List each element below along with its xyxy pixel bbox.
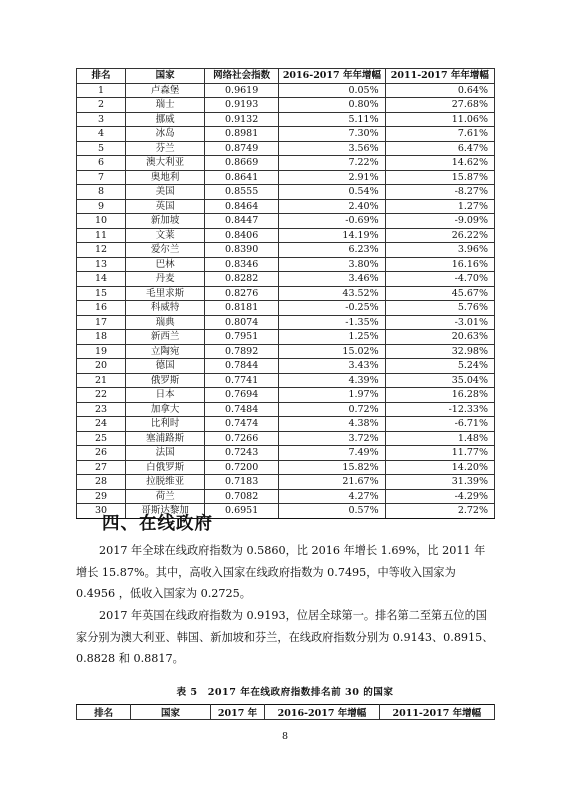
cell-index: 0.8346 xyxy=(205,257,279,272)
cell-rank: 24 xyxy=(77,417,126,432)
table-row xyxy=(77,446,495,461)
table-row xyxy=(77,373,495,388)
cell-index: 0.8669 xyxy=(205,156,279,171)
cell-rank: 26 xyxy=(77,446,126,461)
cell-growth-2016-2017: 43.52% xyxy=(279,286,386,301)
page-number: 8 xyxy=(281,731,289,742)
cell-growth-2011-2017: 5.76% xyxy=(385,301,494,316)
table-row xyxy=(77,460,495,475)
cell-country: 德国 xyxy=(126,359,205,374)
cell-rank: 12 xyxy=(77,243,126,258)
cell-rank: 4 xyxy=(77,127,126,142)
table-row xyxy=(77,199,495,214)
cell-growth-2011-2017: 45.67% xyxy=(385,286,494,301)
cell-growth-2011-2017: -3.01% xyxy=(385,315,494,330)
table-row xyxy=(77,344,495,359)
cell-country: 芬兰 xyxy=(126,141,205,156)
cell-growth-2016-2017: 15.02% xyxy=(279,344,386,359)
cell-country: 加拿大 xyxy=(126,402,205,417)
cell-rank: 27 xyxy=(77,460,126,475)
header-index: 网络社会指数 xyxy=(205,69,279,84)
cell-rank: 28 xyxy=(77,475,126,490)
cell-index: 0.8464 xyxy=(205,199,279,214)
cell-growth-2011-2017: 11.06% xyxy=(385,112,494,127)
cell-growth-2011-2017: 15.87% xyxy=(385,170,494,185)
cell-growth-2016-2017: 4.27% xyxy=(279,489,386,504)
table-header-row xyxy=(77,69,495,84)
cell-index: 0.7741 xyxy=(205,373,279,388)
cell-growth-2016-2017: 3.43% xyxy=(279,359,386,374)
cell-rank: 13 xyxy=(77,257,126,272)
cell-growth-2016-2017: 3.56% xyxy=(279,141,386,156)
table-row xyxy=(77,272,495,287)
cell-country: 卢森堡 xyxy=(126,83,205,98)
cell-country: 奥地利 xyxy=(126,170,205,185)
cell-index: 0.7200 xyxy=(205,460,279,475)
cell-index: 0.7082 xyxy=(205,489,279,504)
cell-growth-2016-2017: 6.23% xyxy=(279,243,386,258)
cell-rank: 23 xyxy=(77,402,126,417)
cell-country: 文莱 xyxy=(126,228,205,243)
table-row xyxy=(77,228,495,243)
table-caption: 表 5 2017 年在线政府指数排名前 30 的国家 xyxy=(176,687,394,698)
cell-growth-2011-2017: 3.96% xyxy=(385,243,494,258)
cell-growth-2011-2017: -4.70% xyxy=(385,272,494,287)
cell-growth-2011-2017: 32.98% xyxy=(385,344,494,359)
header-country: 国家 xyxy=(131,705,211,720)
table-row xyxy=(77,402,495,417)
cell-rank: 16 xyxy=(77,301,126,316)
cell-index: 0.8641 xyxy=(205,170,279,185)
paragraph-top-countries: 2017 年英国在线政府指数为 0.9193，位居全球第一。排名第二至第五位的国家分别为澳大利亚、韩国、新加坡和芬兰，在线政府指数分别为 0.9143、0.8915、0.8828 和 0.8817。 xyxy=(76,609,494,665)
cell-rank: 21 xyxy=(77,373,126,388)
table-header-row xyxy=(77,705,495,720)
cell-country: 科威特 xyxy=(126,301,205,316)
cell-country: 冰岛 xyxy=(126,127,205,142)
table-row xyxy=(77,214,495,229)
cell-growth-2011-2017: 1.27% xyxy=(385,199,494,214)
table-row xyxy=(77,489,495,504)
cell-rank: 19 xyxy=(77,344,126,359)
header-year-2017: 2017 年 xyxy=(210,705,264,720)
cell-growth-2016-2017: 1.25% xyxy=(279,330,386,345)
online-government-table-header xyxy=(76,704,495,720)
cell-index: 0.7474 xyxy=(205,417,279,432)
cell-growth-2016-2017: 7.49% xyxy=(279,446,386,461)
cell-growth-2011-2017: 1.48% xyxy=(385,431,494,446)
cell-rank: 15 xyxy=(77,286,126,301)
cell-growth-2011-2017: 35.04% xyxy=(385,373,494,388)
cell-growth-2016-2017: 1.97% xyxy=(279,388,386,403)
cell-growth-2016-2017: 14.19% xyxy=(279,228,386,243)
cell-growth-2016-2017: 4.39% xyxy=(279,373,386,388)
cell-index: 0.7951 xyxy=(205,330,279,345)
cell-growth-2016-2017: 2.40% xyxy=(279,199,386,214)
cell-index: 0.9193 xyxy=(205,98,279,113)
cell-growth-2011-2017: -4.29% xyxy=(385,489,494,504)
table-row xyxy=(77,127,495,142)
cell-country: 新加坡 xyxy=(126,214,205,229)
table-row xyxy=(77,243,495,258)
cell-rank: 14 xyxy=(77,272,126,287)
table-row xyxy=(77,141,495,156)
cell-country: 立陶宛 xyxy=(126,344,205,359)
cell-index: 0.9132 xyxy=(205,112,279,127)
cell-country: 挪威 xyxy=(126,112,205,127)
cell-growth-2011-2017: 31.39% xyxy=(385,475,494,490)
cell-growth-2016-2017: 21.67% xyxy=(279,475,386,490)
cell-growth-2011-2017: -6.71% xyxy=(385,417,494,432)
section-heading: 四、在线政府 xyxy=(102,514,213,534)
cell-growth-2011-2017: 0.64% xyxy=(385,83,494,98)
header-growth-2016-2017: 2016-2017 年增幅 xyxy=(265,705,379,720)
header-rank: 排名 xyxy=(77,705,131,720)
cell-country: 英国 xyxy=(126,199,205,214)
cell-country: 荷兰 xyxy=(126,489,205,504)
table-row xyxy=(77,301,495,316)
cell-index: 0.8390 xyxy=(205,243,279,258)
cell-country: 毛里求斯 xyxy=(126,286,205,301)
cell-rank: 30 xyxy=(77,504,126,519)
cell-country: 新西兰 xyxy=(126,330,205,345)
cell-growth-2016-2017: -0.25% xyxy=(279,301,386,316)
cell-growth-2011-2017: 20.63% xyxy=(385,330,494,345)
table-body xyxy=(77,83,495,518)
table-row xyxy=(77,112,495,127)
cell-rank: 8 xyxy=(77,185,126,200)
cell-growth-2016-2017: 0.57% xyxy=(279,504,386,519)
cell-country: 拉脱维亚 xyxy=(126,475,205,490)
cell-country: 俄罗斯 xyxy=(126,373,205,388)
paragraph-global-online-government: 2017 年全球在线政府指数为 0.5860，比 2016 年增长 1.69%，比 2011 年增长 15.87%。其中，高收入国家在线政府指数为 0.7495，中等收入国家为 0.4956 ，低收入国家为 0.2725。 xyxy=(76,544,486,600)
cell-country: 塞浦路斯 xyxy=(126,431,205,446)
table-row xyxy=(77,388,495,403)
cell-rank: 25 xyxy=(77,431,126,446)
cell-rank: 9 xyxy=(77,199,126,214)
table-row xyxy=(77,315,495,330)
cell-country: 日本 xyxy=(126,388,205,403)
table-row xyxy=(77,475,495,490)
cell-growth-2011-2017: 11.77% xyxy=(385,446,494,461)
cell-rank: 17 xyxy=(77,315,126,330)
cell-index: 0.7892 xyxy=(205,344,279,359)
cell-rank: 1 xyxy=(77,83,126,98)
cell-growth-2016-2017: 0.72% xyxy=(279,402,386,417)
cell-country: 法国 xyxy=(126,446,205,461)
cell-growth-2016-2017: 2.91% xyxy=(279,170,386,185)
header-growth-2011-2017: 2011-2017 年增幅 xyxy=(379,705,494,720)
cell-rank: 22 xyxy=(77,388,126,403)
cell-country: 丹麦 xyxy=(126,272,205,287)
table-row xyxy=(77,359,495,374)
cell-country: 澳大利亚 xyxy=(126,156,205,171)
cell-growth-2011-2017: 7.61% xyxy=(385,127,494,142)
header-rank: 排名 xyxy=(77,69,126,84)
cell-rank: 5 xyxy=(77,141,126,156)
cell-rank: 6 xyxy=(77,156,126,171)
cell-growth-2016-2017: 7.30% xyxy=(279,127,386,142)
cell-index: 0.8981 xyxy=(205,127,279,142)
table-row xyxy=(77,170,495,185)
cell-growth-2016-2017: 3.46% xyxy=(279,272,386,287)
cell-index: 0.8181 xyxy=(205,301,279,316)
cell-growth-2016-2017: -1.35% xyxy=(279,315,386,330)
cell-growth-2011-2017: 26.22% xyxy=(385,228,494,243)
cell-growth-2016-2017: 7.22% xyxy=(279,156,386,171)
cell-country: 美国 xyxy=(126,185,205,200)
cell-index: 0.7694 xyxy=(205,388,279,403)
cell-growth-2016-2017: -0.69% xyxy=(279,214,386,229)
cell-index: 0.8555 xyxy=(205,185,279,200)
cell-growth-2011-2017: -9.09% xyxy=(385,214,494,229)
cell-growth-2011-2017: 27.68% xyxy=(385,98,494,113)
cell-rank: 10 xyxy=(77,214,126,229)
cell-country: 哥斯达黎加 xyxy=(126,504,205,519)
table-row xyxy=(77,185,495,200)
table-row xyxy=(77,257,495,272)
cell-growth-2011-2017: 6.47% xyxy=(385,141,494,156)
cell-growth-2016-2017: 0.05% xyxy=(279,83,386,98)
cell-rank: 3 xyxy=(77,112,126,127)
cell-growth-2011-2017: 14.62% xyxy=(385,156,494,171)
cell-country: 瑞典 xyxy=(126,315,205,330)
cell-country: 巴林 xyxy=(126,257,205,272)
cell-growth-2016-2017: 0.54% xyxy=(279,185,386,200)
cell-index: 0.7484 xyxy=(205,402,279,417)
table-row xyxy=(77,330,495,345)
cell-growth-2011-2017: -12.33% xyxy=(385,402,494,417)
cell-rank: 18 xyxy=(77,330,126,345)
cell-index: 0.8749 xyxy=(205,141,279,156)
table-row xyxy=(77,286,495,301)
cell-index: 0.7844 xyxy=(205,359,279,374)
cell-growth-2011-2017: 2.72% xyxy=(385,504,494,519)
cell-growth-2011-2017: 5.24% xyxy=(385,359,494,374)
table-row xyxy=(77,83,495,98)
cell-index: 0.8282 xyxy=(205,272,279,287)
network-society-index-table xyxy=(76,68,495,519)
cell-country: 白俄罗斯 xyxy=(126,460,205,475)
cell-index: 0.7183 xyxy=(205,475,279,490)
cell-index: 0.8074 xyxy=(205,315,279,330)
cell-index: 0.6951 xyxy=(205,504,279,519)
cell-index: 0.8406 xyxy=(205,228,279,243)
table-row xyxy=(77,156,495,171)
cell-rank: 2 xyxy=(77,98,126,113)
table-row xyxy=(77,431,495,446)
cell-index: 0.7266 xyxy=(205,431,279,446)
cell-country: 爱尔兰 xyxy=(126,243,205,258)
header-country: 国家 xyxy=(126,69,205,84)
cell-growth-2016-2017: 0.80% xyxy=(279,98,386,113)
header-growth-2016-2017: 2016-2017 年年增幅 xyxy=(279,69,386,84)
cell-index: 0.8276 xyxy=(205,286,279,301)
cell-growth-2011-2017: 16.16% xyxy=(385,257,494,272)
cell-rank: 20 xyxy=(77,359,126,374)
cell-growth-2011-2017: 14.20% xyxy=(385,460,494,475)
cell-index: 0.8447 xyxy=(205,214,279,229)
cell-growth-2016-2017: 3.80% xyxy=(279,257,386,272)
cell-growth-2016-2017: 3.72% xyxy=(279,431,386,446)
cell-rank: 7 xyxy=(77,170,126,185)
cell-index: 0.9619 xyxy=(205,83,279,98)
cell-index: 0.7243 xyxy=(205,446,279,461)
cell-growth-2016-2017: 4.38% xyxy=(279,417,386,432)
cell-growth-2011-2017: 16.28% xyxy=(385,388,494,403)
cell-growth-2016-2017: 5.11% xyxy=(279,112,386,127)
table-row xyxy=(77,417,495,432)
header-growth-2011-2017: 2011-2017 年年增幅 xyxy=(385,69,494,84)
table-row xyxy=(77,98,495,113)
cell-rank: 11 xyxy=(77,228,126,243)
cell-country: 比利时 xyxy=(126,417,205,432)
cell-growth-2016-2017: 15.82% xyxy=(279,460,386,475)
cell-growth-2011-2017: -8.27% xyxy=(385,185,494,200)
cell-rank: 29 xyxy=(77,489,126,504)
cell-country: 瑞士 xyxy=(126,98,205,113)
